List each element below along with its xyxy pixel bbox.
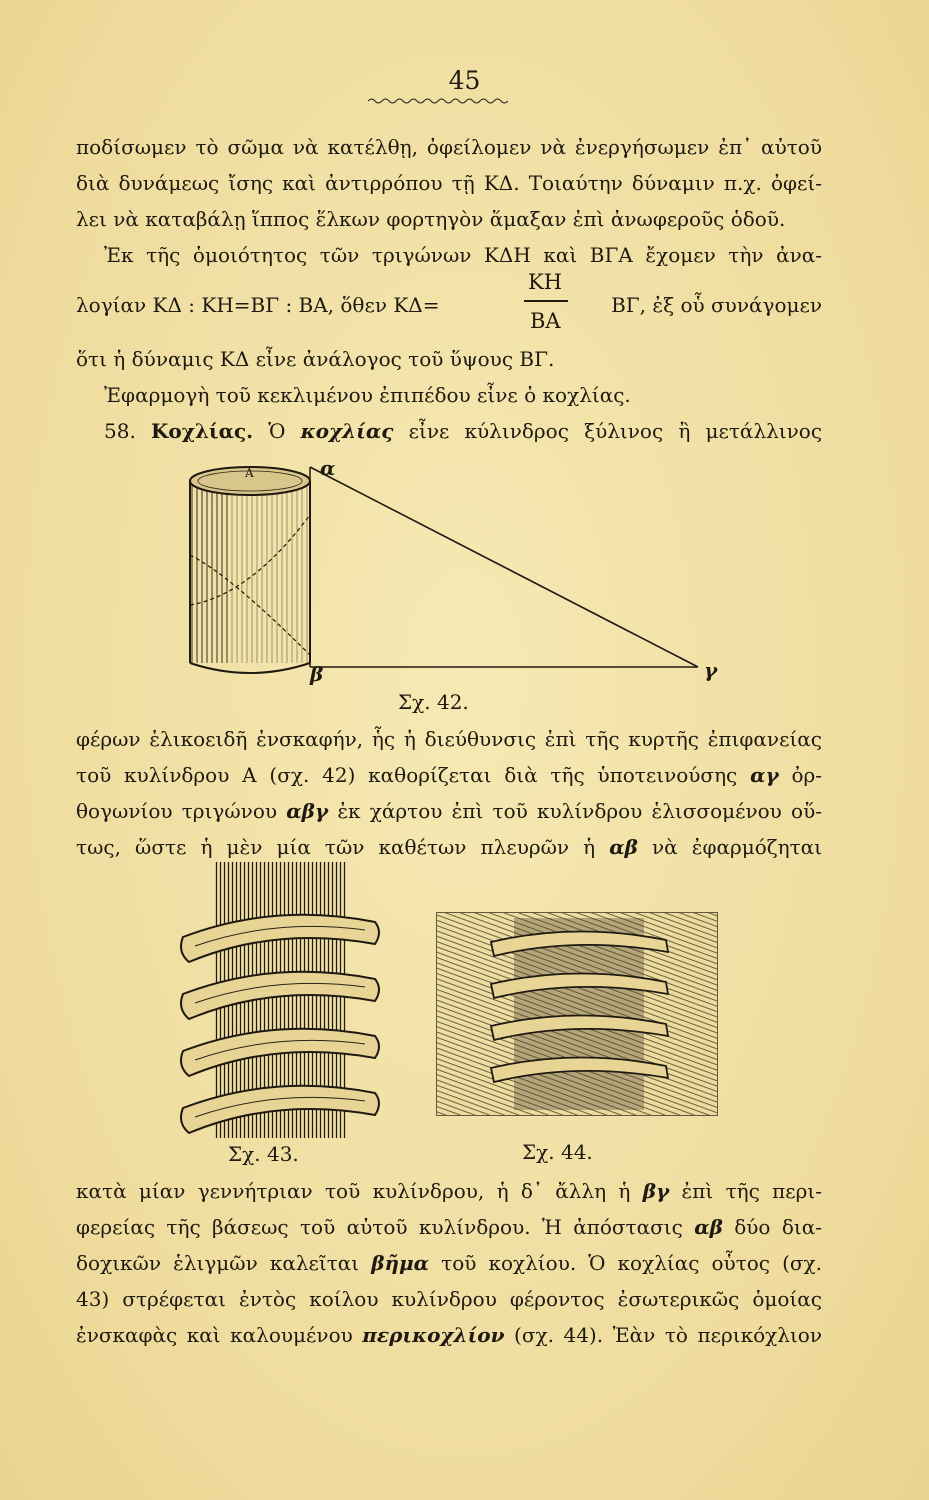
term-span: αβ (609, 835, 638, 859)
figure-42-cylinder-triangle (170, 455, 730, 685)
page-number: 45 (448, 66, 481, 95)
text-line (76, 1322, 822, 1348)
text-line: Ἐκ τῆς ὁμοιότητος τῶν τριγώνων ΚΔΗ καὶ ΒΓΑ ἔχομεν τὴν ἀνα- (104, 243, 822, 267)
text-line: διὰ δυνάμεως ἴσης καὶ ἀντιρρόπου τῇ ΚΔ. Τοιαύτην δύναμιν π.χ. ὀφεί- (76, 171, 822, 195)
text-line: λει νὰ καταβάλῃ ἵππος ἕλκων φορτηγὸν ἅμαξαν ἐπὶ ἀνωφεροῦς ὁδοῦ. (76, 207, 786, 231)
text-span: κατὰ μίαν γεννήτριαν τοῦ κυλίνδρου, ἡ δ᾽ ἄλλη ἡ (76, 1179, 631, 1203)
text-span: ἐκ χάρτου ἐπὶ τοῦ κυλίνδρου ἑλισσομένου οὕ- (337, 799, 822, 823)
text-line (76, 1214, 822, 1240)
term-span: αβγ (286, 799, 329, 823)
text-span: δοχικῶν ἑλιγμῶν καλεῖται (76, 1251, 360, 1275)
text-line (76, 798, 822, 824)
text-span: ἐπὶ τῆς περι- (681, 1179, 823, 1203)
text-span: φερείας τῆς βάσεως τοῦ αὐτοῦ κυλίνδρου. Ἡ ἀπόστασις (76, 1215, 683, 1239)
text-span: θογωνίου τριγώνου (76, 799, 278, 823)
text-line (76, 762, 822, 788)
fraction-denominator: ΒΑ (530, 309, 561, 333)
section-heading-line (104, 418, 822, 444)
ornament-rule (368, 97, 508, 105)
term-span: περικοχλίον (362, 1323, 505, 1347)
figure-42-label-b: β (310, 662, 324, 686)
figure-44-caption: Σχ. 44. (522, 1140, 593, 1164)
text-line: 43) στρέφεται ἐντὸς κοίλου κυλίνδρου φέροντος ἐσωτερικῶς ὁμοίας (76, 1287, 822, 1311)
text-span: τοῦ κοχλίου. Ὁ κοχλίας οὗτος (σχ. (441, 1251, 823, 1275)
fraction-numerator: ΚΗ (528, 270, 563, 294)
figure-43-caption: Σχ. 43. (228, 1142, 299, 1166)
text-line (76, 834, 822, 860)
text-span: (σχ. 44). Ἐὰν τὸ περικόχλιον (514, 1323, 822, 1347)
text-span: τοῦ κυλίνδρου Α (σχ. 42) καθορίζεται διὰ τῆς ὑποτεινούσης (76, 763, 738, 787)
text-span: ἐνσκαφὰς καὶ καλουμένου (76, 1323, 353, 1347)
term-span: αγ (750, 763, 779, 787)
proportion-line-start: λογίαν ΚΔ : ΚΗ=ΒΓ : ΒΑ, ὅθεν ΚΔ= (76, 293, 440, 317)
section-number: 58. (104, 419, 136, 443)
figure-42-label-a: α (320, 456, 336, 480)
figure-42-caption: Σχ. 42. (398, 690, 469, 714)
figure-43-screw (175, 862, 390, 1142)
text-line: ὅτι ἡ δύναμις ΚΔ εἶνε ἀνάλογος τοῦ ὕψους ΒΓ. (76, 347, 555, 371)
text-line: φέρων ἑλικοειδῆ ἐνσκαφήν, ἧς ἡ διεύθυνσις ἐπὶ τῆς κυρτῆς ἐπιφανείας (76, 727, 822, 751)
text-span: δύο δια- (734, 1215, 822, 1239)
figure-44-nut (436, 912, 718, 1116)
text-span: τως, ὥστε ἡ μὲν μία τῶν καθέτων πλευρῶν ἡ (76, 835, 596, 859)
term-span: αβ (694, 1215, 723, 1239)
figure-42-label-g: γ (704, 658, 718, 682)
figure-42-label-A: Α (245, 466, 254, 480)
text-span: ὀρ- (791, 763, 823, 787)
text-line (76, 1250, 822, 1276)
section-intro-term: κοχλίας (300, 419, 394, 443)
proportion-line-end: ΒΓ, ἐξ οὗ συνάγομεν (611, 293, 822, 317)
section-intro-lead: Ὁ (268, 419, 286, 443)
text-line: ποδίσωμεν τὸ σῶμα νὰ κατέλθῃ, ὀφείλομεν νὰ ἐνεργήσωμεν ἐπ᾽ αὐτοῦ (76, 135, 822, 159)
section-title: Κοχλίας. (151, 419, 254, 443)
fraction-bar (524, 300, 568, 302)
text-line: Ἐφαρμογὴ τοῦ κεκλιμένου ἐπιπέδου εἶνε ὁ κοχλίας. (104, 383, 631, 407)
text-line (76, 1178, 822, 1204)
section-intro-rest: εἶνε κύλινδρος ξύλινος ἢ μετάλλινος (408, 419, 823, 443)
term-span: βῆμα (371, 1251, 430, 1275)
term-span: βγ (642, 1179, 670, 1203)
text-span: νὰ ἐφαρμόζηται (651, 835, 822, 859)
